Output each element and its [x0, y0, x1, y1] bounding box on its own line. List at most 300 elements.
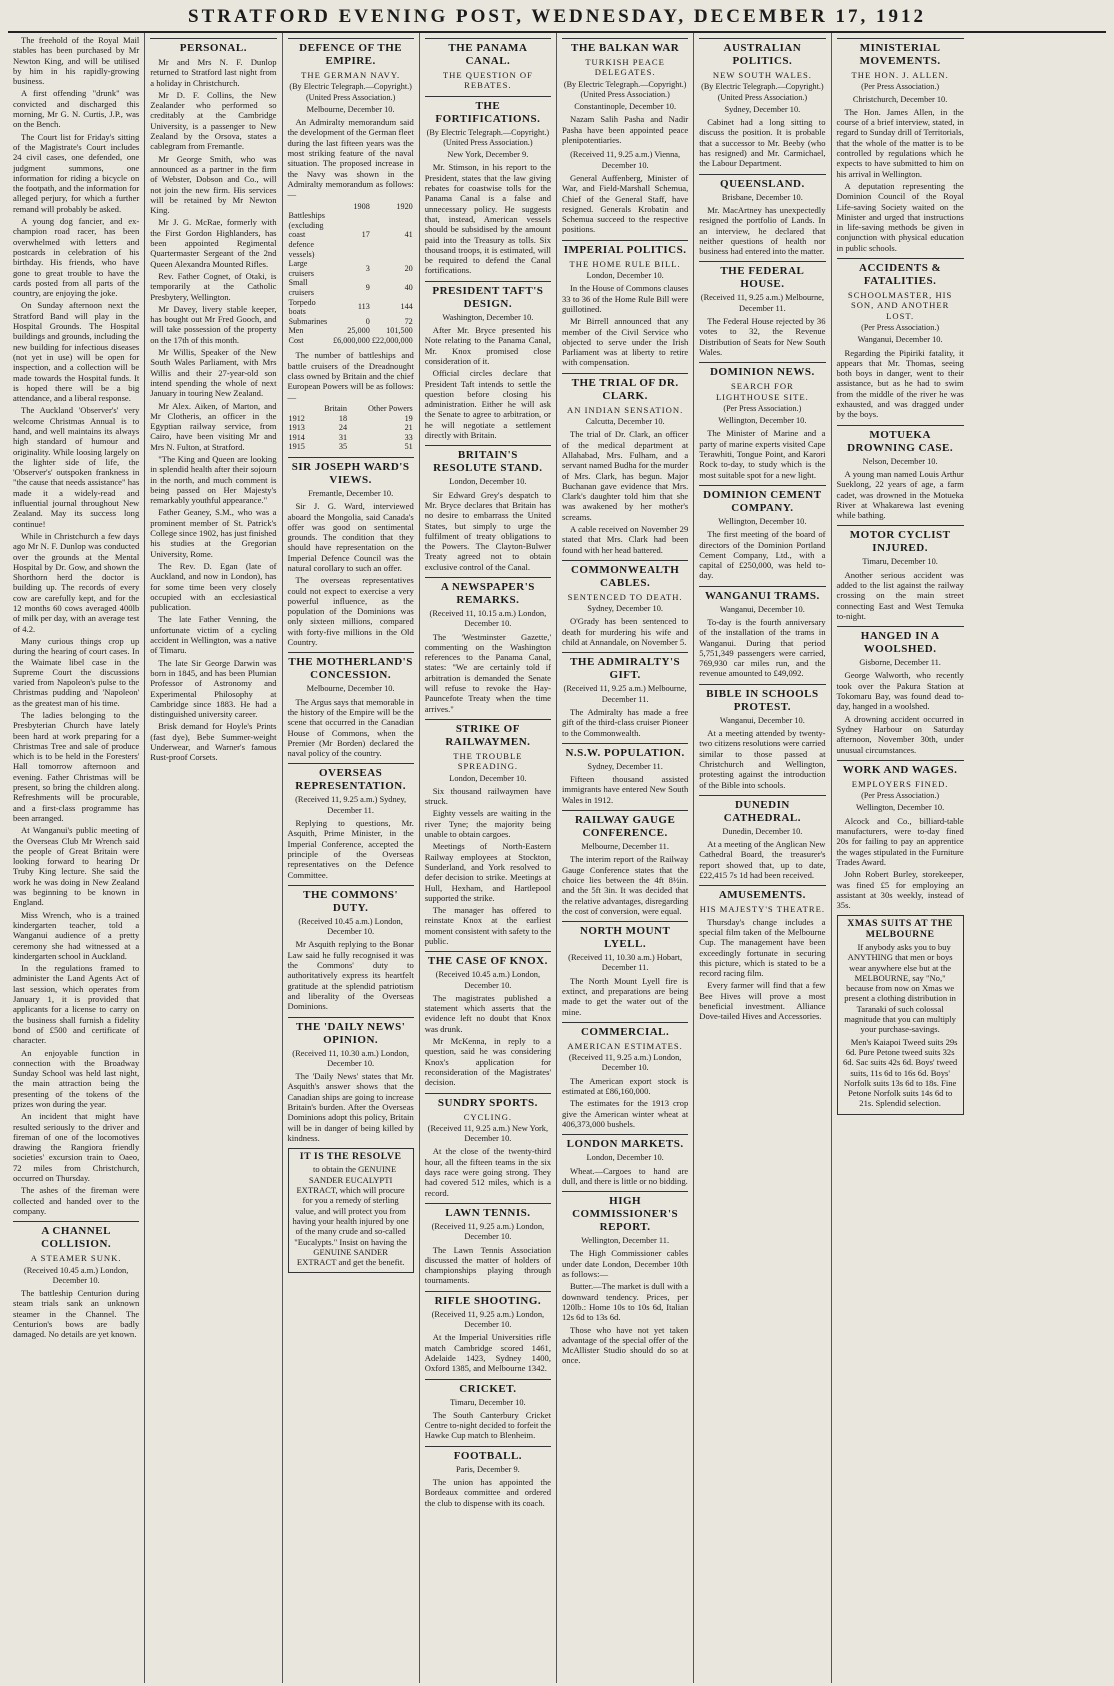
story-paragraph: Mr Alex. Aiken, of Marton, and Mr Clotheris, an officer in the Egyptian railway service, from Cairo, have been visiting Mr and Mrs N. Fulton, at Stratford.: [150, 400, 277, 452]
story-dateline: (Received 11, 9.25 a.m.) New York, December 10.: [427, 1123, 549, 1144]
story-paragraph: An Admiralty memorandum said the development of the German fleet during the last fifteen years was the most striking feature of the naval situation. The proposed increase in the Navy was shown in the Admiralty memorandum as follows:—: [287, 117, 414, 200]
news-story: [699, 362, 825, 480]
story-subhead: SEARCH FOR LIGHTHOUSE SITE.: [715, 381, 809, 402]
story-paragraph: An enjoyable function in connection with the Broadway Sunday School was held last night, the main attraction being the presenting of the tokens of the prizes won during the year.: [13, 1047, 140, 1109]
table-row: [288, 259, 414, 278]
advert-title: IT IS THE RESOLVE: [299, 1151, 402, 1163]
story-paragraph: An incident that might have resulted seriously to the driver and fireman of one of the locomotives drawing the Rangiora friendly societies' excursion train to Oaeo, 72 miles from Christchurch, occurred on Thursday.: [13, 1111, 140, 1184]
story-headline: COMMONWEALTH CABLES.: [562, 560, 688, 590]
story-dateline: Washington, December 10.: [442, 312, 534, 322]
news-story: [837, 760, 964, 911]
news-story: [562, 373, 688, 555]
table-cell: 144: [400, 302, 413, 312]
table-cell: £6,000,000: [332, 335, 370, 345]
story-paragraph: The ashes of the fireman were collected and handed over to the company.: [13, 1185, 140, 1216]
story-paragraph: Mr McKenna, in reply to a question, said he was considering Knox's application for reconsideration of the Magistrates' decision.: [424, 1036, 551, 1088]
story-paragraph: Mr. MacArtney has unexpectedly resigned the portfolio of Lands. In an interview, he declared that neither questions of health nor business had entered into the matter.: [699, 204, 826, 257]
news-story: [288, 652, 414, 758]
story-paragraph: Fifteen thousand assisted immigrants have entered New South Wales in 1912.: [562, 774, 689, 805]
story-headline: N.S.W. POPULATION.: [562, 743, 688, 760]
news-story: [699, 174, 825, 257]
story-paragraph: In the House of Commons clauses 33 to 36 of the Home Rule Bill were guillotined.: [562, 283, 689, 314]
story-subhead: SCHOOLMASTER, HIS SON, AND ANOTHER LOST.: [847, 290, 953, 321]
news-story: [837, 525, 964, 621]
story-headline: CRICKET.: [425, 1379, 551, 1396]
story-dateline: (Received 11, 9.25 a.m.) Vienna, December 10.: [570, 150, 681, 170]
story-paragraph: Mr J. G. McRae, formerly with the First Gordon Highlanders, has been appointed Regimental Quartermaster Sergeant of the 2nd Queen Alexandra Mounted Rifles.: [150, 217, 277, 269]
story-headline: WANGANUI TRAMS.: [699, 586, 825, 603]
story-dateline: London, December 10.: [449, 773, 527, 783]
story-subhead: EMPLOYERS FINED.: [851, 778, 949, 789]
story-headline: A NEWSPAPER'S REMARKS.: [425, 577, 551, 607]
story-paragraph: Mr. Stimson, in his report to the President, states that the law giving rebates for coastwise tolls for the Panama Canal is a false and unnecessary policy. He suggests that, instead, American vessels should be subsidised by the amount paid into the Treasury as tolls. Six thousand troops, it is estimated, will be required to defend the Canal fortifications.: [424, 162, 551, 276]
news-story: [288, 885, 414, 1012]
news-story: [425, 1291, 551, 1374]
story-dateline: (Received 11, 9.25 a.m.) Melbourne, December 11.: [563, 684, 687, 704]
story-paragraph: Father Geaney, S.M., who was a prominent member of St. Patrick's College since 1902, has just finished his studies at the Gregorian University, Rome.: [150, 507, 277, 559]
news-story: [425, 1379, 551, 1441]
news-story: [425, 1093, 551, 1198]
story-dateline: Melbourne, December 10.: [306, 684, 395, 694]
story-dateline: Melbourne, December 11.: [581, 842, 669, 852]
story-paragraph: While in Christchurch a few days ago Mr N. F. Dunlop was conducted over the grounds at the Mental Hospital by Dr. Gow, and shown the Shorthorn herd the doctor is building up. The records of every cow are carefully kept, and for the 12 months 60 cows averaged 400lb of milk per day, with an average test of 4.2.: [13, 530, 140, 634]
story-dateline: Sydney, December 10.: [587, 604, 663, 614]
table-cell: 40: [404, 283, 413, 293]
table-header-row: [288, 404, 414, 414]
story-headline: DOMINION NEWS.: [699, 362, 825, 379]
story-paragraph: The Court list for Friday's sitting of the Magistrate's Court includes 24 civil cases, one defended, one judgment summons, one information for riding a bicycle on the footpath, and the information for alleged perjury, for which a further remand will probably be asked.: [13, 131, 140, 214]
table-row: [288, 336, 414, 346]
news-story: [288, 763, 414, 879]
story-subhead: CYCLING.: [463, 1111, 513, 1122]
table-header-cell: Britain: [324, 403, 348, 413]
story-paragraph: Sir J. G. Ward, interviewed aboard the Mongolia, said Canada's offer was good on sentimental grounds. The condition that they should have representation on the Imperial Defence Council was the natural corollary to such an offer.: [287, 501, 414, 573]
story-paragraph: The Admiralty has made a free gift of the third-class cruiser Pioneer to the Commonwealth.: [562, 706, 689, 738]
story-credit: (By Electric Telegraph.—Copyright.) (United Press Association.): [701, 82, 824, 102]
table-cell: Cost: [288, 335, 304, 345]
news-story: [562, 810, 688, 916]
story-credit: (By Electric Telegraph.—Copyright.) (United Press Association.): [563, 79, 687, 99]
story-dateline: London, December 10.: [586, 1153, 664, 1163]
story-paragraph: The North Mount Lyell fire is extinct, and preparations are being made to get the water out of the mine.: [562, 975, 689, 1017]
story-headline: FOOTBALL.: [425, 1446, 551, 1463]
news-story: [837, 258, 964, 420]
table-cell: 0: [365, 316, 370, 326]
story-paragraph: The battleship Centurion during steam trials sank an unknown steamer in the Channel. The Centurion's bows are badly damaged. No details are yet known.: [13, 1288, 140, 1340]
story-headline: LONDON MARKETS.: [562, 1134, 688, 1151]
story-headline: SUNDRY SPORTS.: [425, 1093, 551, 1110]
story-paragraph: Meetings of North-Eastern Railway employees at Stockton, Sunderland, and York resolved to defer decision to strike. Meetings at Hull, Hexham, and Hartlepool supported the strike.: [424, 841, 551, 903]
story-paragraph: The Hon. James Allen, in the course of a brief interview, stated, in regard to Sunday drill of Territorials, that the whole of the matter is to be controlled by regulations which he expects to have submitted to him on his arrival in Wellington.: [836, 106, 964, 179]
story-paragraph: "The King and Queen are looking in splendid health after their sojourn in the north, and much comment is being passed on Her Majesty's remarkably youthful appearance.": [150, 453, 277, 506]
story-paragraph: The late Sir George Darwin was born in 1845, and has been Plumian Professor of Astronomy and Experimental Philosophy at Cambridge since 1883. He had a distinguished university career.: [150, 657, 277, 720]
story-dateline: Melbourne, December 10.: [306, 104, 395, 114]
story-subhead: THE GERMAN NAVY.: [301, 70, 401, 80]
table-header-cell: [288, 404, 314, 414]
table-cell: 3: [365, 263, 370, 273]
story-paragraph: The estimates for the 1913 crop give the American winter wheat at 406,373,000 bushels.: [562, 1098, 689, 1129]
story-paragraph: A young man named Louis Arthur Sueklong, 22 years of age, a farm cadet, was drowned in the Motueka River at Whakarewa last evening while bathing.: [836, 468, 964, 521]
story-paragraph: Replying to questions, Mr. Asquith, Prime Minister, in the Imperial Conference, accepted the principle of the Overseas representatives on the Defence Committee.: [287, 818, 414, 880]
story-headline: RIFLE SHOOTING.: [425, 1291, 551, 1308]
story-paragraph: After Mr. Bryce presented his Note relating to the Panama Canal, Mr. Knox promised close consideration of it.: [424, 325, 551, 366]
story-headline: THE COMMONS' DUTY.: [288, 885, 414, 915]
story-dateline: Paris, December 9.: [456, 1464, 520, 1474]
story-dateline: Wanganui, December 10.: [719, 715, 805, 725]
news-story: [288, 350, 414, 451]
story-paragraph: Six thousand railwaymen have struck.: [424, 785, 551, 807]
story-credit: (Per Press Association.): [861, 82, 940, 92]
story-paragraph: Mr Asquith replying to the Bonar Law said he fully recognised it was the Commons' duty to authoritatively express its heartfelt gratitude at the splendid patriotism and liberality of the Overseas Dominions.: [287, 939, 414, 1012]
story-credit: (Per Press Association.): [861, 791, 940, 801]
story-paragraph: The 'Westminster Gazette,' commenting on the Washington references to the Panama Canal, states: "We are certainly told if arbitration is demanded the Senate will refuse to revoke the Hay-Pauncefote Treaty when the time arrives.": [424, 631, 551, 714]
german-navy-table: [288, 202, 414, 346]
story-subhead: NEW SOUTH WALES.: [712, 70, 812, 80]
story-paragraph: Eighty vessels are waiting in the river Tyne; the majority being unable to obtain cargoes.: [424, 808, 551, 840]
story-dateline: Wellington, December 10.: [856, 803, 945, 813]
story-headline: COMMERCIAL.: [562, 1022, 688, 1039]
table-cell: Small cruisers: [288, 278, 314, 297]
story-dateline: London, December 10.: [586, 271, 664, 281]
table-row: [288, 433, 414, 443]
story-paragraph: The interim report of the Railway Gauge Conference states that the choice lies between the 4ft 8½in. and the 5ft 3in. It was decided that the relative advantages, disregarding the cost of conversion, were equal.: [562, 854, 689, 916]
story-paragraph: Mr George Smith, who was announced as a partner in the firm of Webster, Dobson and Co., will not join the new firm. His services will be retained by Mr Newton King.: [150, 153, 277, 216]
table-header-cell: Other Powers: [367, 403, 413, 413]
news-story: [13, 1221, 139, 1339]
story-headline: RAILWAY GAUGE CONFERENCE.: [562, 810, 688, 840]
table-cell: 18: [338, 413, 348, 423]
story-paragraph: Many curious things crop up during the hearing of court cases. In the Waimate libel case in the Supreme Court the discussions varied from Napoleon's pulse to the Christmas pudding and 'Napoleon' as the greatest man of his time.: [13, 635, 140, 708]
story-headline: DEFENCE OF THE EMPIRE.: [288, 38, 414, 68]
story-paragraph: Rev. Father Cognet, of Otaki, is temporarily at the Catholic Presbytery, Wellington.: [150, 270, 277, 302]
news-story: [13, 35, 139, 1216]
advertisement: [288, 1148, 414, 1273]
story-paragraph: At a meeting attended by twenty-two citizens resolutions were carried similar to those passed at Christchurch and Wellington, protesting against the introduction of the Bible into schools.: [699, 728, 826, 790]
table-cell: Submarines: [288, 316, 328, 326]
story-paragraph: The Rev. D. Egan (late of Auckland, and now in London), has for some time been very closely occupied with an ecclesiastical publication.: [150, 560, 277, 613]
table-header-row: [288, 202, 414, 212]
table-cell: 1913: [288, 423, 305, 433]
story-paragraph: The union has appointed the Bordeaux committee and ordered the club to dispense with its coach.: [424, 1476, 551, 1508]
story-headline: THE FEDERAL HOUSE.: [699, 261, 825, 291]
story-headline: A CHANNEL COLLISION.: [13, 1221, 139, 1251]
story-paragraph: The number of battleships and battle cruisers of the Dreadnought class owned by Britain and the chief European Powers will be as follows:—: [287, 350, 414, 402]
story-headline: THE TRIAL OF DR. CLARK.: [562, 373, 688, 403]
story-subhead: THE HON. J. ALLEN.: [851, 70, 949, 80]
story-dateline: Timaru, December 10.: [450, 1397, 526, 1407]
news-story: [699, 684, 825, 790]
dreadnought-table: [288, 404, 414, 452]
story-paragraph: The 'Daily News' states that Mr. Asquith's answer shows that the Canadian ships are going to increase Britain's burden. After the Overseas Dominions adopt this policy, Britain will be in danger of being killed by kindness.: [287, 1071, 414, 1143]
table-cell: 101,500: [386, 326, 413, 336]
news-story: [288, 1017, 414, 1144]
story-credit: (By Electric Telegraph.—Copyright.) (United Press Association.): [426, 127, 550, 147]
news-story: [562, 150, 688, 234]
story-subhead: AMERICAN ESTIMATES.: [567, 1040, 683, 1051]
story-paragraph: Alcock and Co., billiard-table manufacturers, were to-day fined 20s for failing to pay an apprentice the wages stipulated in the Furniture Trades Award.: [836, 815, 964, 867]
story-paragraph: Thursday's change includes a special film taken of the Melbourne Cup. The management have been exceedingly fortunate in securing this picture, which is stated to be a record racing film.: [699, 916, 826, 979]
table-cell: 113: [357, 302, 370, 312]
story-dateline: (Received 11, 9.25 a.m.) London, December 10.: [431, 1221, 545, 1242]
news-story: [562, 743, 688, 805]
story-paragraph: George Walworth, who recently took over the Pakura Station at Tokomaru Bay, was found dead to-day, hanged in a woolshed.: [836, 670, 964, 712]
story-dateline: Christchurch, December 10.: [852, 94, 948, 104]
story-headline: OVERSEAS REPRESENTATION.: [288, 763, 414, 793]
table-cell: Battleships (excluding coast defence vessels): [288, 211, 325, 259]
story-headline: BRITAIN'S RESOLUTE STAND.: [425, 445, 551, 475]
news-story: [425, 96, 551, 276]
news-story: [562, 652, 688, 737]
news-story: [837, 626, 964, 755]
story-dateline: Constantinople, December 10.: [574, 102, 677, 112]
story-paragraph: Mr Davey, livery stable keeper, has bought out Mr Fred Gooch, and will take possession of the property on the 17th of this month.: [150, 303, 277, 345]
story-headline: NORTH MOUNT LYELL.: [562, 921, 688, 951]
story-paragraph: The trial of Dr. Clark, an officer of the medical department at Allahabad, Mrs. Fulham, and a servant named Budha for the murder of Mrs. Clark, has begun. Major Buchanan gave evidence that Mrs. Clark's daughter told him that she was awakened by her mother's screams.: [562, 429, 689, 522]
story-dateline: (Received 11, 10.30 a.m.) London, December 10.: [292, 1048, 409, 1068]
story-headline: BIBLE IN SCHOOLS PROTEST.: [699, 684, 825, 714]
news-story: [562, 1134, 688, 1186]
news-story: [699, 795, 825, 880]
table-row: [288, 211, 414, 259]
story-credit: (Per Press Association.): [861, 322, 940, 332]
story-paragraph: In the regulations framed to administer the Land Agents Act of last session, which operates from January 1, it is provided that applicants for a license to carry on the business shall furnish a fidelity bond of £500 and certificate of character.: [13, 963, 140, 1046]
story-paragraph: Every farmer will find that a few Bee Hives will prove a most beneficial investment. Alliance Dove-tailed Hives and Accessories.: [699, 980, 826, 1022]
table-cell: 24: [338, 423, 348, 433]
story-headline: THE PANAMA CANAL.: [425, 38, 551, 68]
story-paragraph: The Minister of Marine and a party of marine experts visited Cape Terawhiti, Tongue Point, and Karori Rock to-day, to study which is the most suitable spot for a new light.: [699, 428, 826, 480]
table-row: [288, 317, 414, 327]
story-paragraph: John Robert Burley, storekeeper, was fined £5 for employing an assistant at 30s weekly, instead of 35s.: [836, 869, 964, 911]
story-dateline: Wellington, December 10.: [718, 416, 807, 426]
story-subhead: TURKISH PEACE DELEGATES.: [585, 57, 665, 78]
column-7: [832, 33, 969, 1683]
table-cell: 20: [404, 263, 413, 273]
story-paragraph: The ladies belonging to the Presbyterian Church have lately been hard at work preparing for a Christmas Tree and sale of produce which is to be held in the Foresters' Hall tomorrow afternoon and evening. Father Christmas will be present, so bring the children along. Refreshments will be procurable, and a first-class programme has been arranged.: [13, 710, 140, 823]
table-row: [288, 326, 414, 336]
story-subhead: A STEAMER SUNK.: [30, 1253, 122, 1264]
story-paragraph: Sir Edward Grey's despatch to Mr. Bryce declares that Britain has no desire to embarrass the United States, but simply to urge the fulfilment of treaty obligations to the Powers. The Clayton-Bulwer Treaty agreed not to obtain exclusive control of the Canal.: [424, 489, 551, 572]
news-story: [425, 577, 551, 714]
story-dateline: Timaru, December 10.: [862, 557, 938, 567]
news-story: [699, 261, 825, 357]
story-subhead: AN INDIAN SENSATION.: [567, 404, 684, 415]
story-headline: LAWN TENNIS.: [425, 1203, 551, 1220]
story-dateline: (Received 11, 9.25 a.m.) London, December 10.: [568, 1053, 682, 1073]
story-headline: IMPERIAL POLITICS.: [562, 240, 688, 257]
story-dateline: Fremantle, December 10.: [308, 488, 394, 498]
table-row: [288, 442, 414, 452]
news-story: [425, 281, 551, 441]
masthead: STRATFORD EVENING POST, WEDNESDAY, DECEMBER 17, 1912: [8, 6, 1106, 33]
story-dateline: Sydney, December 11.: [587, 761, 663, 771]
story-paragraph: Nazam Salih Pasha and Nadir Pasha have been appointed peace plenipotentiaries.: [562, 114, 689, 146]
news-story: [425, 951, 551, 1087]
news-story: [562, 240, 688, 368]
table-cell: 9: [365, 283, 370, 293]
table-row: [288, 423, 414, 433]
column-4: [420, 33, 557, 1683]
story-paragraph: O'Grady has been sentenced to death for murdering his wife and child at Annandale, on November 5.: [562, 616, 689, 648]
table-cell: 72: [404, 316, 413, 326]
story-dateline: New York, December 9.: [447, 150, 529, 160]
story-dateline: Calcutta, December 10.: [585, 417, 665, 427]
story-paragraph: The American export stock is estimated at £86,160,000.: [562, 1075, 689, 1097]
story-credit: (Per Press Association.): [723, 403, 802, 413]
story-paragraph: At a meeting of the Anglican New Cathedral Board, the treasurer's report showed that, up to date, £22,415 7s 1d had been received.: [699, 839, 826, 881]
story-credit: (By Electric Telegraph.—Copyright.) (United Press Association.): [289, 82, 412, 102]
table-row: [288, 414, 414, 424]
story-subhead: HIS MAJESTY'S THEATRE.: [699, 904, 826, 915]
story-dateline: Wellington, December 11.: [581, 1236, 670, 1246]
story-headline: WORK AND WAGES.: [837, 760, 964, 777]
story-paragraph: Regarding the Pipiriki fatality, it appears that Mr. Thomas, seeing both boys in danger, went to their assistance, but as he had to swim from the middle of the river he was exhausted, and was dragged under by the boys.: [836, 347, 964, 420]
story-paragraph: A deputation representing the Dominion Council of the Royal Life-saving Society waited on the Minister and urged that instructions in life-saving methods be given in conjunction with physical education in public schools.: [836, 180, 964, 253]
story-headline: MOTUEKA DROWNING CASE.: [837, 425, 964, 455]
story-dateline: (Received 11, 9.25 a.m.) London, December 10.: [431, 1309, 545, 1330]
story-paragraph: At the close of the twenty-third hour, all the fifteen teams in the six days race were going strong. They had covered 512 miles, which is a record.: [424, 1146, 551, 1198]
story-paragraph: The late Father Venning, the unfortunate victim of a cycling accident in Wellington, was a native of Timaru.: [150, 614, 277, 656]
story-headline: THE FORTIFICATIONS.: [425, 96, 551, 126]
story-headline: AMUSEMENTS.: [699, 885, 825, 902]
table-row: [288, 278, 414, 297]
table-cell: 41: [404, 230, 413, 240]
table-header-cell: 1920: [396, 201, 413, 211]
table-cell: £22,000,000: [371, 335, 413, 345]
story-dateline: Wanganui, December 10.: [719, 604, 805, 614]
story-paragraph: Butter.—The market is dull with a downward tendency. Prices, per 120lb.: Home 10s to 10s 6d, Italian 12s 6d to 13s 6d.: [562, 1281, 689, 1323]
story-subhead: THE QUESTION OF REBATES.: [442, 70, 533, 91]
story-paragraph: Wheat.—Cargoes to hand are dull, and there is little or no bidding.: [562, 1165, 689, 1186]
story-paragraph: Those who have not yet taken advantage of the special offer of the McAllister Studio should do so at once.: [562, 1324, 689, 1366]
news-story: [699, 485, 825, 581]
news-story: [699, 586, 825, 679]
story-dateline: Nelson, December 10.: [862, 456, 938, 466]
column-3: [283, 33, 420, 1683]
story-paragraph: The High Commissioner cables under date London, December 10th as follows:—: [562, 1248, 689, 1280]
news-story: [288, 38, 414, 345]
table-cell: 31: [338, 432, 348, 442]
story-paragraph: Mr Birrell announced that any member of the Civil Service who objected to serve under the Irish Parliament was at liberty to retire with compensation.: [562, 316, 689, 368]
story-paragraph: Miss Wrench, who is a trained kindergarten teacher, told a Wanganui audience of a pretty ceremony she had witnessed at a kindergarten school in Auckland.: [13, 909, 140, 961]
table-cell: 25,000: [347, 326, 370, 336]
news-story: [562, 921, 688, 1017]
story-paragraph: The Auckland 'Observer's' very welcome Christmas Annual is to hand, and well maintains its always high standard of humour and originality. While loosing largely on the lighter side of life, the 'Observer's' outspoken frankness in "the cause that needs assistance" has made it a widely-read and influential journal throughout New Zealand. May its success long continue!: [13, 405, 140, 529]
table-cell: 1914: [288, 432, 305, 442]
story-paragraph: The Argus says that memorable in the history of the Empire will be the scene that occurred in the Canadian House of Commons, when the Premier (Mr Borden) declared the naval policy of the country.: [287, 696, 414, 759]
story-headline: QUEENSLAND.: [699, 174, 825, 191]
story-dateline: Brisbane, December 10.: [721, 192, 803, 202]
story-paragraph: The manager has offered to reinstate Knox at the earliest moment consistent with safety to the public.: [424, 905, 552, 946]
story-paragraph: The freehold of the Royal Mail stables has been purchased by Mr Newton King, and will be utilised by him in his rapidly-growing business.: [13, 35, 140, 87]
column-5: [557, 33, 694, 1683]
story-paragraph: If anybody asks you to buy ANYTHING that men or boys wear anywhere else but at the MELBOURNE, say "No," because from now on Xmas we present a clothing distribution in Taranaki of such colossal magnitude that you can multiply your purchase-savings.: [844, 942, 956, 1035]
table-cell: 1912: [288, 413, 305, 423]
story-headline: HIGH COMMISSIONER'S REPORT.: [562, 1191, 688, 1234]
table-cell: Men: [288, 326, 304, 336]
story-dateline: (Received 10.45 a.m.) London, December 10.: [23, 1265, 129, 1285]
story-paragraph: Brisk demand for Hoyle's Prints (fast dye), Bebe Summer-weight Underwear, and Warner's famous Rust-proof Corsets.: [150, 721, 277, 763]
story-headline: MOTOR CYCLIST INJURED.: [837, 525, 964, 555]
story-paragraph: Mr and Mrs N. F. Dunlop returned to Stratford last night from a holiday in Christchurch.: [150, 57, 277, 88]
story-paragraph: to obtain the GENUINE SANDER EUCALYPTI EXTRACT, which will procure for you a remedy of sterling value, and will protect you from having your health injured by one of the many crude and so-called "Eucalypts." Insist on having the GENUINE SANDER EXTRACT and get the benefit.: [292, 1164, 409, 1268]
news-story: [562, 1191, 688, 1366]
story-subhead: SENTENCED TO DEATH.: [567, 591, 683, 602]
advert-title: XMAS SUITS AT THE MELBOURNE: [847, 918, 953, 940]
table-cell: 19: [404, 413, 413, 423]
story-dateline: Dunedin, December 10.: [722, 826, 803, 836]
story-paragraph: General Auffenberg, Minister of War, and Field-Marshall Schemua, Chief of the General Staff, have resigned. Generals Krobatin and Schemua succeed to the respective positions.: [562, 172, 689, 235]
story-dateline: (Received 11, 9.25 a.m.) Sydney, December 11.: [295, 795, 407, 815]
column-2: [145, 33, 282, 1683]
news-story: [425, 38, 551, 91]
story-paragraph: Mr Willis, Speaker of the New South Wales Parliament, with Mrs Willis and their 27-year-old son intend spending the whole of next January in touring New Zealand.: [150, 347, 277, 399]
story-headline: THE MOTHERLAND'S CONCESSION.: [288, 652, 414, 682]
story-dateline: (Received 10.45 a.m.) London, December 10.: [298, 916, 403, 937]
news-story: [425, 719, 551, 946]
story-dateline: (Received 11, 10.30 a.m.) Hobart, December 11.: [568, 953, 683, 973]
story-headline: STRIKE OF RAILWAYMEN.: [425, 719, 551, 749]
story-paragraph: Men's Kaiapoi Tweed suits 29s 6d. Pure Petone tweed suits 32s 6d. Sac suits 42s 6d. Boys' tweed suits, 11s 6d to 16s 6d. Boys' Norfolk suits 13s 6d to 18s. Fine Petone Norfolk suits 14s 6d to 21s. Splendid selection.: [843, 1036, 958, 1109]
story-paragraph: Cabinet had a long sitting to discuss the position. It is probable that a successor to Mr. Beeby (who has resigned) and Mr. Carmichael, the Labour Department.: [699, 117, 826, 169]
story-paragraph: The first meeting of the board of directors of the Dominion Portland Cement Company, Ltd., with a capital of £250,000, was held to-day.: [699, 529, 826, 581]
story-paragraph: The magistrates published a statement which asserts that the evidence left no doubt that Knox was drunk.: [424, 992, 551, 1034]
advertisement: [837, 915, 964, 1114]
table-row: [288, 298, 414, 317]
story-headline: THE ADMIRALTY'S GIFT.: [562, 652, 688, 682]
news-story: [425, 445, 551, 572]
story-paragraph: The overseas representatives could not expect to exercise a very powerful influence, as the population of the Dominions was only sixteen millions, compared with forty-five millions in the Old Country.: [287, 575, 414, 648]
story-subhead: THE TROUBLE SPREADING.: [453, 750, 523, 772]
story-dateline: Wellington, December 10.: [718, 516, 807, 526]
story-headline: PERSONAL.: [150, 38, 276, 55]
story-headline: ACCIDENTS & FATALITIES.: [837, 258, 964, 288]
table-cell: 35: [338, 442, 348, 452]
story-headline: DOMINION CEMENT COMPANY.: [699, 485, 825, 515]
story-paragraph: At the Imperial Universities rifle match Cambridge scored 1461, Adelaide 1423, Sydney 1400, Oxford 1385, and Melbourne 1342.: [424, 1332, 551, 1374]
story-paragraph: Mr D. F. Collins, the New Zealander who performed so creditably at the Cambridge University, is a passenger to New Zealand by the Orsova, states a cablegram from Fremantle.: [150, 89, 277, 152]
news-story: [150, 38, 276, 763]
story-paragraph: The South Canterbury Cricket Centre to-night decided to forfeit the Hawke Cup match to Blenheim.: [424, 1409, 551, 1441]
story-dateline: (Received 10.45 a.m.) London, December 10.: [435, 970, 541, 990]
table-cell: 33: [404, 432, 413, 442]
story-headline: MINISTERIAL MOVEMENTS.: [837, 38, 964, 68]
news-story: [562, 38, 688, 145]
news-story: [699, 38, 825, 169]
table-cell: 17: [361, 230, 370, 240]
story-dateline: Wanganui, December 10.: [857, 335, 943, 345]
story-paragraph: The Lawn Tennis Association discussed the matter of holders of championships playing through tournaments.: [424, 1244, 551, 1286]
columns-container: [8, 33, 1106, 1683]
news-story: [837, 38, 964, 253]
table-cell: Torpedo boats: [288, 297, 316, 317]
news-story: [837, 425, 964, 521]
story-subhead: THE HOME RULE BILL.: [569, 258, 681, 269]
story-paragraph: A first offending "drunk" was convicted and discharged this morning, Mr G. N. Curtis, J.P., was on the Bench.: [13, 88, 140, 130]
news-story: [562, 1022, 688, 1129]
table-header-cell: 1908: [353, 201, 370, 211]
story-dateline: (Received 11, 10.15 a.m.) London, December 10.: [429, 608, 547, 629]
table-cell: Large cruisers: [288, 259, 314, 278]
table-cell: 1915: [288, 442, 305, 452]
news-story: [425, 1446, 551, 1508]
news-story: [288, 457, 414, 647]
story-headline: SIR JOSEPH WARD'S VIEWS.: [288, 457, 414, 487]
table-cell: 21: [404, 423, 413, 433]
table-cell: 51: [404, 442, 413, 452]
story-headline: THE 'DAILY NEWS' OPINION.: [288, 1017, 414, 1047]
news-story: [425, 1203, 551, 1286]
story-paragraph: A drowning accident occurred in Sydney Harbour on Saturday afternoon, November 30th, under unusual circumstances.: [836, 713, 964, 755]
